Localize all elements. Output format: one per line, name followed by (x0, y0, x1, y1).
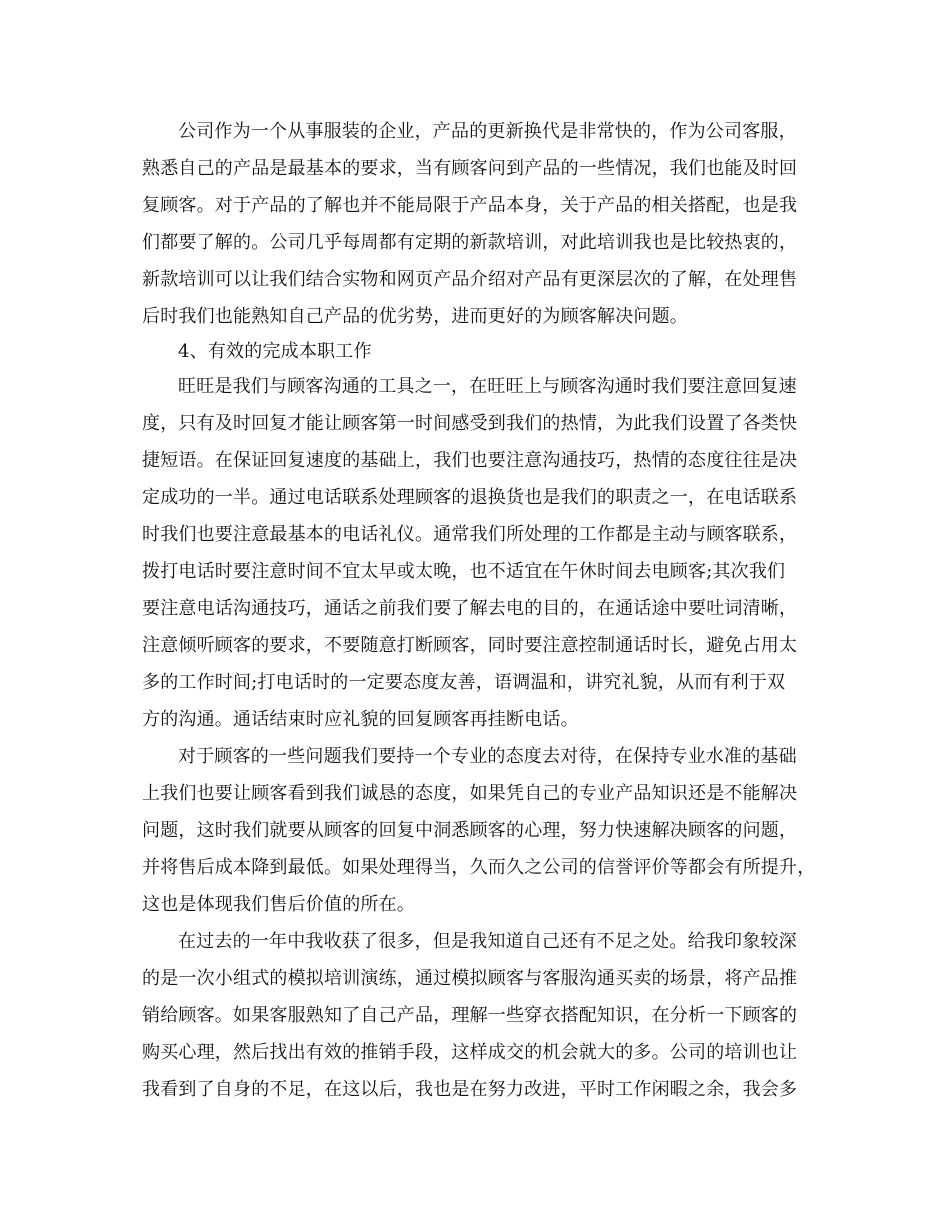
section-heading: 4、有效的完成本职工作 (178, 341, 372, 362)
text-line: 拨打电话时要注意时间不宜太早或太晚，也不适宜在午休时间去电顾客;其次我们 (142, 561, 786, 582)
text-line: 时我们也要注意最基本的电话礼仪。通常我们所处理的工作都是主动与顾客联系， (142, 524, 798, 545)
text-line: 度，只有及时回复才能让顾客第一时间感受到我们的热情，为此我们设置了各类快 (142, 413, 798, 434)
text-line: 的是一次小组式的模拟培训演练，通过模拟顾客与客服沟通买卖的场景，将产品推 (142, 968, 798, 989)
text-line: 公司作为一个从事服装的企业，产品的更新换代是非常快的，作为公司客服， (178, 121, 797, 142)
text-line: 要注意电话沟通技巧，通话之前我们要了解去电的目的，在通话途中要吐词清晰， (142, 598, 798, 619)
text-line: 们都要了解的。公司几乎每周都有定期的新款培训，对此培训我也是比较热衷的， (142, 232, 798, 253)
text-line: 购买心理，然后找出有效的推销手段，这样成交的机会就大的多。公司的培训也让 (142, 1042, 798, 1063)
text-line: 熟悉自己的产品是最基本的要求，当有顾客问到产品的一些情况，我们也能及时回 (142, 158, 798, 179)
text-line: 捷短语。在保证回复速度的基础上，我们也要注意沟通技巧，热情的态度往往是决 (142, 450, 798, 471)
text-line: 问题，这时我们就要从顾客的回复中洞悉顾客的心理，努力快速解决顾客的问题， (142, 820, 798, 841)
text-line: 对于顾客的一些问题我们要持一个专业的态度去对待，在保持专业水准的基础 (178, 746, 797, 767)
text-line: 在过去的一年中我收获了很多，但是我知道自己还有不足之处。给我印象较深 (178, 931, 797, 952)
text-line: 定成功的一半。通过电话联系处理顾客的退换货也是我们的职责之一，在电话联系 (142, 487, 798, 508)
text-line: 并将售后成本降到最低。如果处理得当，久而久之公司的信誉评价等都会有所提升， (142, 857, 816, 878)
text-line: 复顾客。对于产品的了解也并不能局限于产品本身，关于产品的相关搭配，也是我 (142, 195, 798, 216)
text-line: 我看到了自身的不足，在这以后，我也是在努力改进，平时工作闲暇之余，我会多 (142, 1079, 798, 1100)
text-line: 注意倾听顾客的要求，不要随意打断顾客，同时要注意控制通话时长，避免占用太 (142, 635, 798, 656)
text-line: 上我们也要让顾客看到我们诚恳的态度，如果凭自己的专业产品知识还是不能解决 (142, 783, 798, 804)
text-line: 后时我们也能熟知自己产品的优劣势，进而更好的为顾客解决问题。 (142, 306, 688, 327)
text-line: 销给顾客。如果客服熟知了自己产品，理解一些穿衣搭配知识，在分析一下顾客的 (142, 1005, 798, 1026)
text-line: 新款培训可以让我们结合实物和网页产品介绍对产品有更深层次的了解，在处理售 (142, 269, 798, 290)
text-line: 这也是体现我们售后价值的所在。 (142, 894, 415, 915)
text-line: 旺旺是我们与顾客沟通的工具之一，在旺旺上与顾客沟通时我们要注意回复速 (178, 376, 797, 397)
text-line: 多的工作时间;打电话时的一定要态度友善，语调温和，讲究礼貌，从而有利于双 (142, 672, 786, 693)
text-line: 方的沟通。通话结束时应礼貌的回复顾客再挂断电话。 (142, 709, 579, 730)
